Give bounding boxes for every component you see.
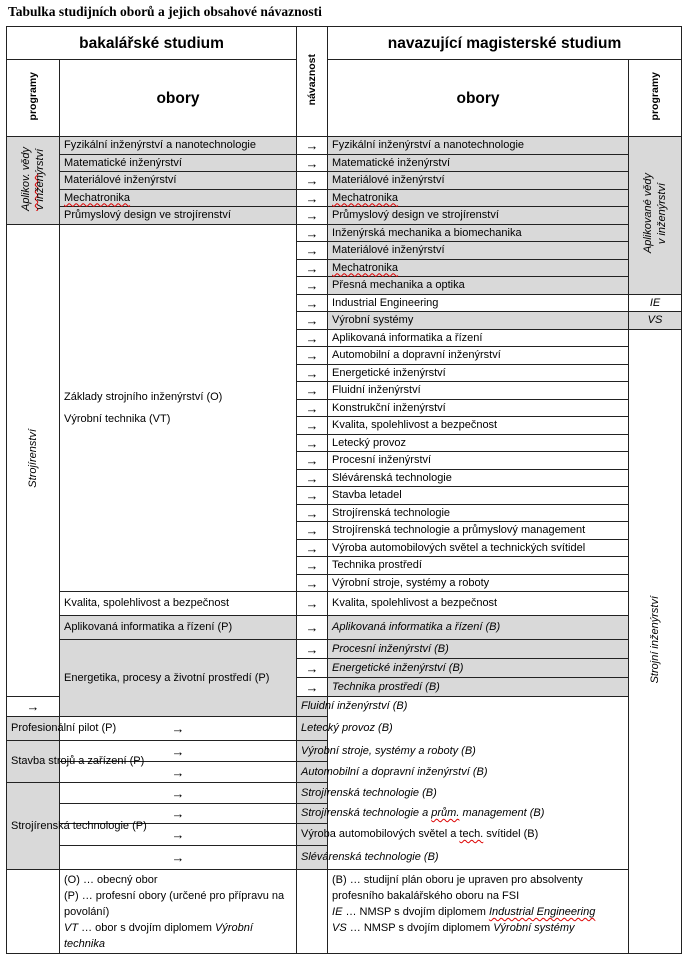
master-field: Výrobní stroje, systémy a roboty (B) <box>297 741 328 762</box>
master-field: Kvalita, spolehlivost a bezpečnost <box>328 592 629 616</box>
arrow: → <box>297 225 328 242</box>
master-field: Konstrukční inženýrství <box>328 400 629 417</box>
header-bachelor: bakalářské studium <box>7 27 297 60</box>
bachelor-field: Fyzikální inženýrství a nanotechnologie <box>60 137 297 155</box>
bachelor-field: Kvalita, spolehlivost a bezpečnost <box>60 592 297 616</box>
arrow: → <box>297 242 328 260</box>
master-field: Aplikovaná informatika a řízení <box>328 330 629 347</box>
fields-table <box>6 26 682 954</box>
arrow: → <box>297 557 328 575</box>
arrow: → <box>297 347 328 365</box>
arrow: → <box>297 659 328 678</box>
arrow: → <box>297 295 328 312</box>
master-field: Stavba letadel <box>328 487 629 505</box>
header-continuity <box>297 27 328 137</box>
arrow: → <box>297 382 328 400</box>
master-field: Procesní inženýrství (B) <box>328 640 629 659</box>
bachelor-field: Stavba strojů a zařízení (P) <box>7 741 60 783</box>
master-field: Matematické inženýrství <box>328 155 629 172</box>
master-field: Slévárenská technologie (B) <box>297 846 328 870</box>
master-field: Industrial Engineering <box>328 295 629 312</box>
arrow: → <box>60 783 297 804</box>
arrow: → <box>297 172 328 190</box>
arrow: → <box>7 697 60 717</box>
arrow: → <box>297 575 328 592</box>
master-field: Energetické inženýrství <box>328 365 629 382</box>
master-field: Inženýrská mechanika a biomechanika <box>328 225 629 242</box>
header-master: navazující magisterské studium <box>328 27 682 60</box>
arrow: → <box>60 762 297 783</box>
master-field: Fluidní inženýrství <box>328 382 629 400</box>
arrow: → <box>297 190 328 207</box>
arrow: → <box>297 137 328 155</box>
master-field: Mechatronika <box>328 260 629 277</box>
master-field: Výroba automobilových světel a tech. svítidel (B) <box>297 824 328 846</box>
arrow: → <box>297 540 328 557</box>
bachelor-field: Aplikovaná informatika a řízení (P) <box>60 616 297 640</box>
legend-empty-middle <box>297 870 328 954</box>
legend-right: (B) … studijní plán oboru je upraven pro absolventy profesního bakalářského oboru na FSI IE … NMSP s dvojím diplomem Industrial Engineering VS … NMSP s dvojím diplomem Výrobní systémy <box>328 870 629 954</box>
arrow: → <box>297 330 328 347</box>
document-title: Tabulka studijních oborů a jejich obsahové návaznosti <box>8 4 322 19</box>
master-field: Strojírenská technologie (B) <box>297 783 328 804</box>
master-field: Automobilní a dopravní inženýrství <box>328 347 629 365</box>
arrow: → <box>60 717 297 741</box>
master-field: Strojírenská technologie <box>328 505 629 522</box>
bachelor-field: Strojírenská technologie (P) <box>7 783 60 870</box>
arrow: → <box>297 487 328 505</box>
bachelor-field: Energetika, procesy a životní prostředí (P) <box>60 640 297 717</box>
master-field: Výrobní systémy <box>328 312 629 330</box>
header-continuity-label: návaznost <box>305 53 318 106</box>
master-field: Mechatronika <box>328 190 629 207</box>
arrow: → <box>60 824 297 846</box>
master-field: Procesní inženýrství <box>328 452 629 470</box>
arrow: → <box>297 417 328 435</box>
master-field: Slévárenská technologie <box>328 470 629 487</box>
arrow: → <box>60 741 297 762</box>
master-field: Výroba automobilových světel a technických svítidel <box>328 540 629 557</box>
bachelor-field: Profesionální pilot (P) <box>7 717 60 741</box>
bachelor-field: Matematické inženýrství <box>60 155 297 172</box>
arrow: → <box>297 207 328 225</box>
master-field: Průmyslový design ve strojírenství <box>328 207 629 225</box>
master-field: Fluidní inženýrství (B) <box>297 697 328 717</box>
arrow: → <box>60 804 297 824</box>
arrow: → <box>60 846 297 870</box>
master-field: Strojírenská technologie a průmyslový management <box>328 522 629 540</box>
master-field: Přesná mechanika a optika <box>328 277 629 295</box>
arrow: → <box>297 277 328 295</box>
master-field: Aplikovaná informatika a řízení (B) <box>328 616 629 640</box>
arrow: → <box>297 678 328 697</box>
master-field: Kvalita, spolehlivost a bezpečnost <box>328 417 629 435</box>
arrow: → <box>297 505 328 522</box>
master-field: Materiálové inženýrství <box>328 172 629 190</box>
arrow: → <box>297 312 328 330</box>
master-field: Strojírenská technologie a prům. management (B) <box>297 804 328 824</box>
master-field: Materiálové inženýrství <box>328 242 629 260</box>
master-field: Letecký provoz <box>328 435 629 452</box>
bachelor-field-zaklady: Základy strojního inženýrství (O) Výrobní technika (VT) <box>60 225 297 592</box>
master-field: Automobilní a dopravní inženýrství (B) <box>297 762 328 783</box>
master-field: Fyzikální inženýrství a nanotechnologie <box>328 137 629 155</box>
legend-empty-left <box>7 870 60 954</box>
arrow: → <box>297 452 328 470</box>
program-aplikov-left: Aplikov. vědy v inženýrství <box>7 137 60 225</box>
arrow: → <box>297 522 328 540</box>
program-ie: IE <box>629 295 682 312</box>
bachelor-field: Materiálové inženýrství <box>60 172 297 190</box>
master-field: Letecký provoz (B) <box>297 717 328 741</box>
header-programs-left: programy <box>7 60 60 137</box>
arrow: → <box>297 260 328 277</box>
master-field: Technika prostředí (B) <box>328 678 629 697</box>
program-vs: VS <box>629 312 682 330</box>
arrow: → <box>297 435 328 452</box>
legend-left: (O) … obecný obor (P) … profesní obory (určené pro přípravu na povolání) VT … obor s dvojím diplomem Výrobní technika <box>60 870 297 954</box>
arrow: → <box>297 155 328 172</box>
header-fields-right: obory <box>328 60 629 137</box>
arrow: → <box>297 616 328 640</box>
arrow: → <box>297 470 328 487</box>
arrow: → <box>297 592 328 616</box>
bachelor-field: Průmyslový design ve strojírenství <box>60 207 297 225</box>
header-fields-left: obory <box>60 60 297 137</box>
arrow: → <box>297 400 328 417</box>
header-programs-right: programy <box>629 60 682 137</box>
program-strojirenstvi: Strojírenství <box>7 225 60 697</box>
arrow: → <box>297 640 328 659</box>
program-strojni: Strojní inženýrství <box>629 330 682 954</box>
arrow: → <box>297 365 328 382</box>
master-field: Výrobní stroje, systémy a roboty <box>328 575 629 592</box>
program-aplikovane-right: Aplikované vědy v inženýrství <box>629 137 682 295</box>
master-field: Technika prostředí <box>328 557 629 575</box>
bachelor-field: Mechatronika <box>60 190 297 207</box>
master-field: Energetické inženýrství (B) <box>328 659 629 678</box>
